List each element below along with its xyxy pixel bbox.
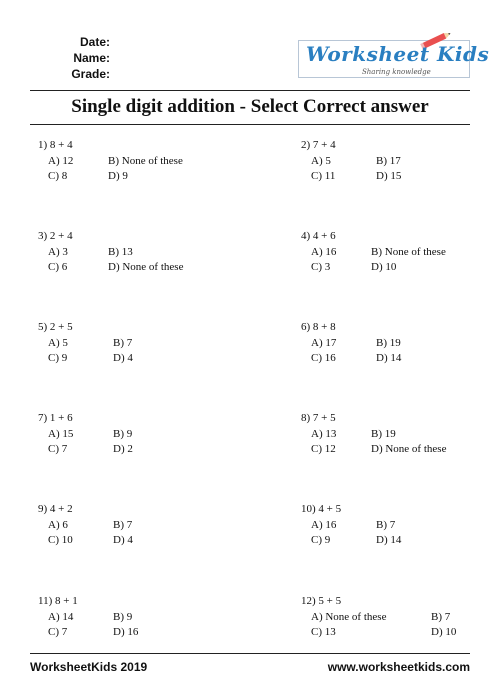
question-prompt: 11) 8 + 1 [38, 595, 78, 607]
answer-option-c[interactable]: C) 9 [48, 352, 68, 364]
answer-option-a[interactable]: A) 17 [311, 337, 337, 349]
answer-option-b[interactable]: B) 7 [431, 611, 451, 623]
question-prompt: 9) 4 + 2 [38, 503, 73, 515]
header-divider [30, 90, 470, 91]
footer-website: www.worksheetkids.com [327, 660, 470, 674]
answer-option-b[interactable]: B) 13 [108, 246, 133, 258]
answer-option-b[interactable]: B) 7 [113, 519, 133, 531]
date-label: Date: [79, 35, 110, 49]
worksheet-kids-logo [298, 28, 490, 84]
answer-option-c[interactable]: C) 9 [311, 534, 331, 546]
answer-option-d[interactable]: D) 4 [113, 534, 133, 546]
answer-option-d[interactable]: D) None of these [108, 261, 184, 273]
answer-option-a[interactable]: A) 16 [311, 246, 337, 258]
answer-option-b[interactable]: B) 17 [376, 155, 401, 167]
answer-option-d[interactable]: D) 15 [376, 170, 402, 182]
question-prompt: 4) 4 + 6 [301, 230, 336, 242]
answer-option-d[interactable]: D) 14 [376, 534, 402, 546]
answer-option-c[interactable]: C) 10 [48, 534, 73, 546]
answer-option-a[interactable]: A) 14 [48, 611, 74, 623]
answer-option-c[interactable]: C) 7 [48, 443, 68, 455]
answer-option-d[interactable]: D) 14 [376, 352, 402, 364]
question-prompt: 8) 7 + 5 [301, 412, 336, 424]
grade-label: Grade: [71, 67, 110, 81]
question-prompt: 12) 5 + 5 [301, 595, 342, 607]
answer-option-a[interactable]: A) 16 [311, 519, 337, 531]
answer-option-b[interactable]: B) 9 [113, 611, 133, 623]
logo-tagline: Sharing knowledge [362, 68, 431, 76]
answer-option-d[interactable]: D) 16 [113, 626, 139, 638]
answer-option-a[interactable]: A) 13 [311, 428, 337, 440]
answer-option-a[interactable]: A) 5 [48, 337, 68, 349]
question-prompt: 2) 7 + 4 [301, 139, 336, 151]
question-prompt: 5) 2 + 5 [38, 321, 73, 333]
header-labels [30, 34, 110, 82]
answer-option-d[interactable]: D) 2 [113, 443, 133, 455]
answer-option-d[interactable]: D) None of these [371, 443, 447, 455]
answer-option-c[interactable]: C) 13 [311, 626, 336, 638]
answer-option-c[interactable]: C) 7 [48, 626, 68, 638]
question-prompt: 3) 2 + 4 [38, 230, 73, 242]
answer-option-d[interactable]: D) 10 [431, 626, 457, 638]
answer-option-b[interactable]: B) 19 [376, 337, 401, 349]
answer-option-a[interactable]: A) 15 [48, 428, 74, 440]
question-prompt: 7) 1 + 6 [38, 412, 73, 424]
answer-option-b[interactable]: B) None of these [371, 246, 446, 258]
answer-option-a[interactable]: A) 6 [48, 519, 68, 531]
question-prompt: 1) 8 + 4 [38, 139, 73, 151]
footer-copyright: WorksheetKids 2019 [30, 660, 148, 674]
answer-option-c[interactable]: C) 12 [311, 443, 336, 455]
answer-option-b[interactable]: B) 7 [113, 337, 133, 349]
worksheet-title: Single digit addition - Select Correct answer [71, 96, 429, 117]
answer-option-c[interactable]: C) 3 [311, 261, 331, 273]
answer-option-a[interactable]: A) 12 [48, 155, 74, 167]
answer-option-b[interactable]: B) 19 [371, 428, 396, 440]
answer-option-a[interactable]: A) None of these [311, 611, 387, 623]
footer-divider [30, 653, 470, 654]
answer-option-d[interactable]: D) 10 [371, 261, 397, 273]
logo-title: Worksheet Kids [306, 42, 490, 66]
answer-option-b[interactable]: B) 9 [113, 428, 133, 440]
question-prompt: 10) 4 + 5 [301, 503, 342, 515]
answer-option-c[interactable]: C) 11 [311, 170, 336, 182]
answer-option-d[interactable]: D) 4 [113, 352, 133, 364]
title-divider [30, 124, 470, 125]
question-prompt: 6) 8 + 8 [301, 321, 336, 333]
answer-option-c[interactable]: C) 6 [48, 261, 68, 273]
answer-option-c[interactable]: C) 16 [311, 352, 336, 364]
answer-option-d[interactable]: D) 9 [108, 170, 128, 182]
answer-option-b[interactable]: B) 7 [376, 519, 396, 531]
answer-option-c[interactable]: C) 8 [48, 170, 68, 182]
answer-option-b[interactable]: B) None of these [108, 155, 183, 167]
answer-option-a[interactable]: A) 5 [311, 155, 331, 167]
name-label: Name: [73, 51, 110, 65]
answer-option-a[interactable]: A) 3 [48, 246, 68, 258]
